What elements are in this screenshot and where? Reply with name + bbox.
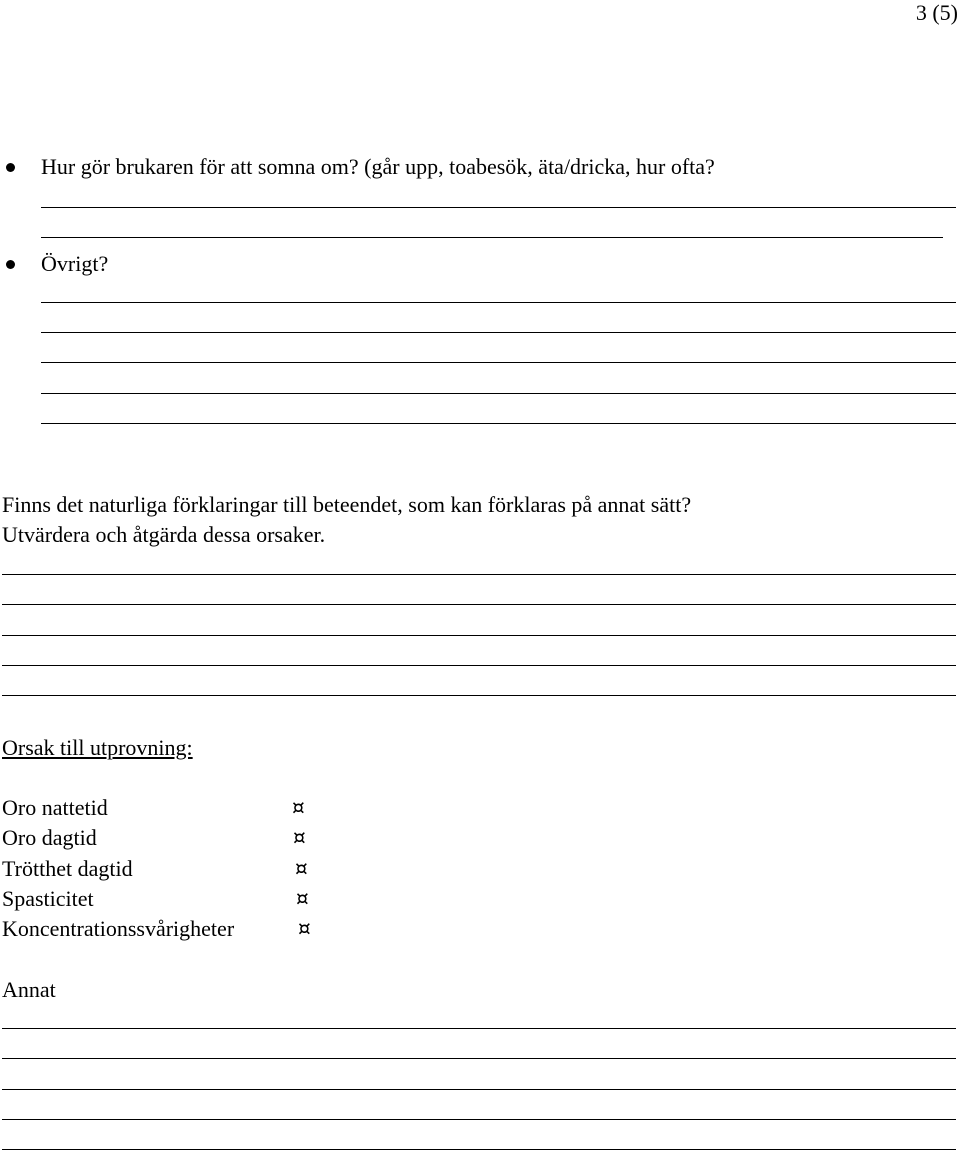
bullet-icon: [6, 260, 15, 269]
checkbox-icon[interactable]: ¤: [295, 856, 308, 880]
question-sleep-again: Hur gör brukaren för att somna om? (går upp, toabesök, äta/dricka, hur ofta?: [41, 154, 715, 179]
answer-line[interactable]: [2, 1119, 956, 1120]
page-number: 3 (5): [915, 0, 958, 25]
answer-line[interactable]: [41, 362, 956, 363]
reason-label: Spasticitet: [2, 886, 94, 911]
answer-line[interactable]: [41, 237, 943, 238]
answer-line[interactable]: [41, 423, 956, 424]
answer-line[interactable]: [2, 665, 956, 666]
checkbox-icon[interactable]: ¤: [298, 916, 311, 940]
reasons-heading: Orsak till utprovning:: [2, 735, 193, 760]
explanation-line-2: Utvärdera och åtgärda dessa orsaker.: [2, 522, 326, 547]
reason-label: Oro dagtid: [2, 825, 97, 850]
other-label: Annat: [2, 977, 56, 1002]
answer-line[interactable]: [2, 1058, 956, 1059]
reason-label: Oro nattetid: [2, 795, 108, 820]
checkbox-icon[interactable]: ¤: [292, 795, 305, 819]
answer-line[interactable]: [2, 635, 956, 636]
checkbox-icon[interactable]: ¤: [293, 825, 306, 849]
bullet-icon: [6, 163, 15, 172]
explanation-line-1: Finns det naturliga förklaringar till beteendet, som kan förklaras på annat sätt?: [2, 492, 692, 517]
answer-line[interactable]: [2, 1149, 956, 1150]
answer-line[interactable]: [2, 695, 956, 696]
answer-line[interactable]: [2, 574, 956, 575]
question-other: Övrigt?: [41, 251, 109, 276]
answer-line[interactable]: [41, 332, 956, 333]
answer-line[interactable]: [41, 393, 956, 394]
reason-label: Koncentrationssvårigheter: [2, 916, 235, 941]
checkbox-icon[interactable]: ¤: [296, 886, 309, 910]
reason-label: Trötthet dagtid: [2, 856, 133, 881]
answer-line[interactable]: [41, 302, 956, 303]
answer-line[interactable]: [2, 1028, 956, 1029]
answer-line[interactable]: [41, 207, 956, 208]
answer-line[interactable]: [2, 1089, 956, 1090]
answer-line[interactable]: [2, 604, 956, 605]
